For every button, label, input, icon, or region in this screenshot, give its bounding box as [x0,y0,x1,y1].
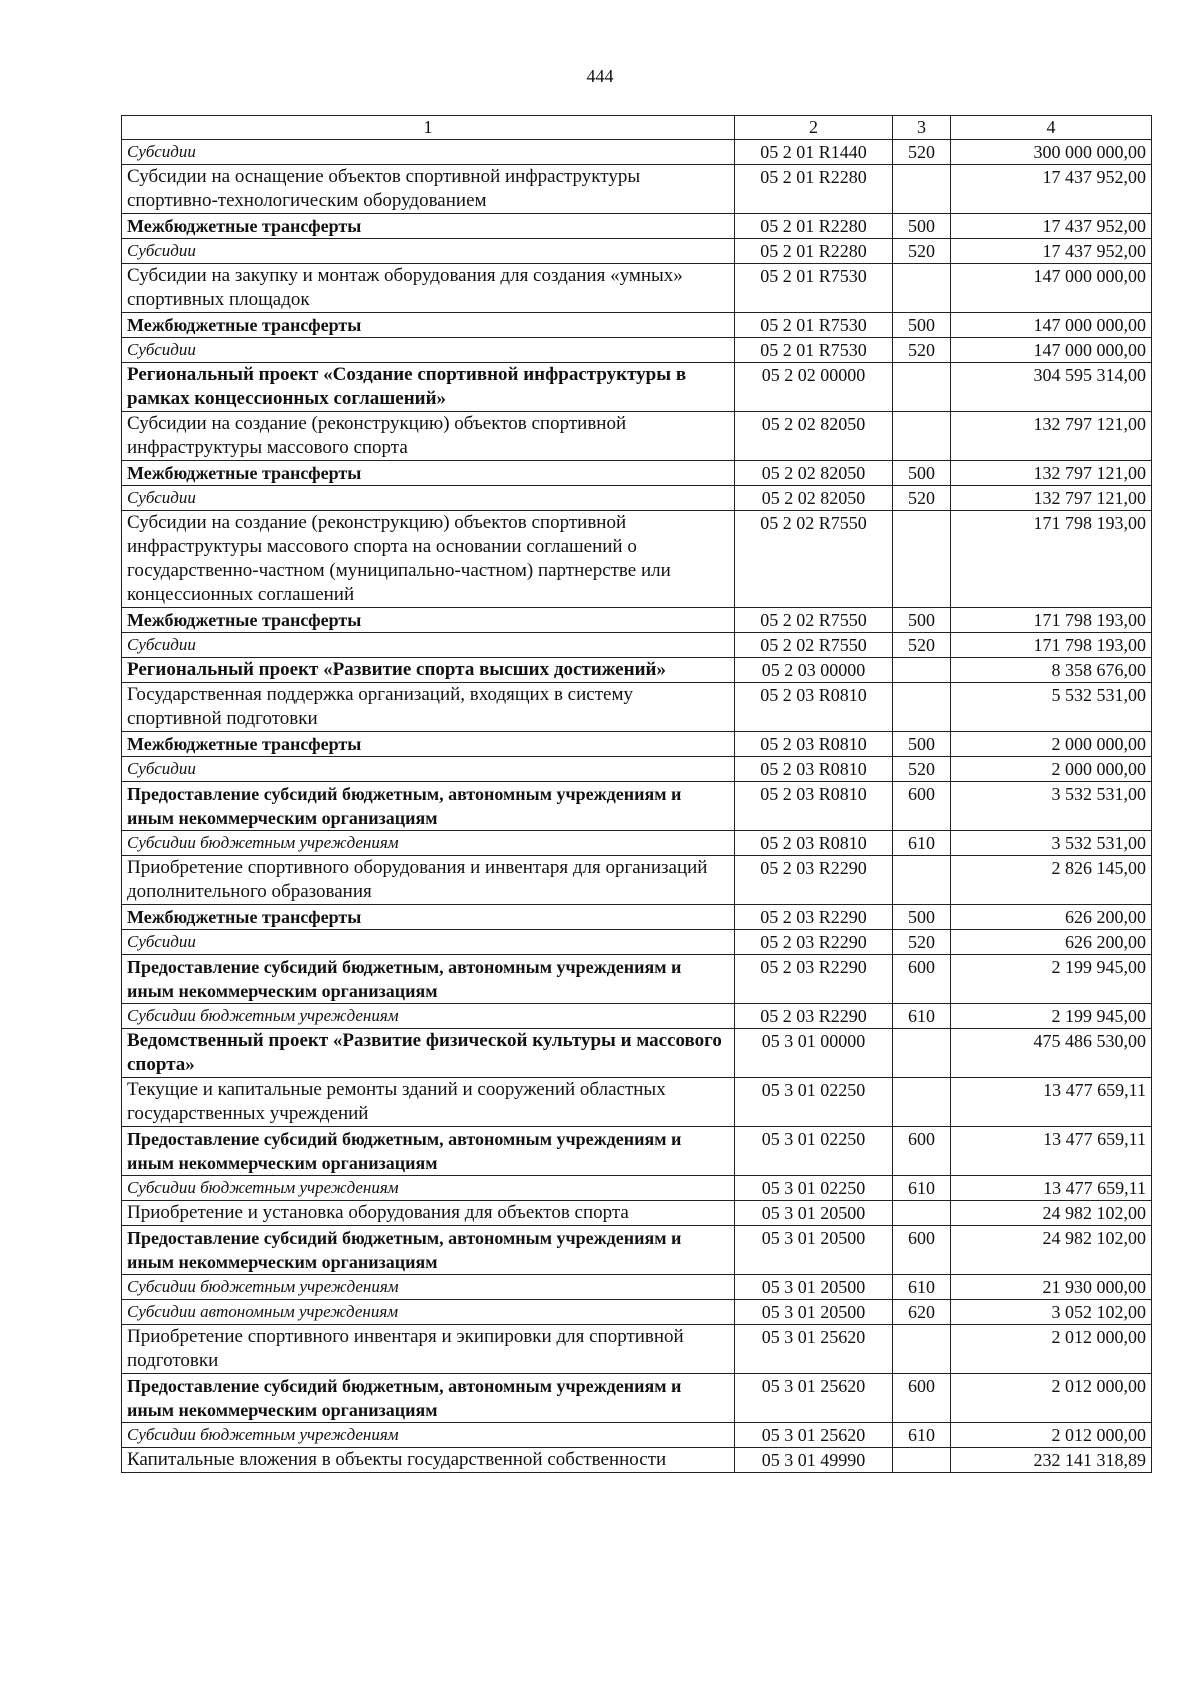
row-amount-cell: 132 797 121,00 [951,412,1152,461]
table-row [122,214,1152,239]
header-col-1: 1 [122,116,735,140]
table-row [122,511,1152,608]
row-expense-type-cell: 600 [893,1374,951,1423]
row-name-cell: Субсидии на создание (реконструкцию) объектов спортивной инфраструктуры массового спорта на основании соглашений о государственно-частном (муниципально-частном) партнерстве или концессионных соглашений [122,511,735,608]
row-amount-cell: 2 012 000,00 [951,1325,1152,1374]
row-code-cell: 05 3 01 02250 [735,1127,893,1176]
row-amount-cell: 147 000 000,00 [951,264,1152,313]
row-name-cell: Субсидии на оснащение объектов спортивной инфраструктуры спортивно-технологическим оборудованием [122,165,735,214]
row-expense-type-cell [893,856,951,905]
row-code-cell: 05 2 03 R2290 [735,955,893,1004]
row-name-cell: Предоставление субсидий бюджетным, автономным учреждениям и иным некоммерческим организациям [122,782,735,831]
row-name-cell: Приобретение и установка оборудования для объектов спорта [122,1201,735,1226]
header-col-2: 2 [735,116,893,140]
row-amount-cell: 5 532 531,00 [951,683,1152,732]
row-name-cell: Капитальные вложения в объекты государственной собственности [122,1448,735,1473]
row-code-cell: 05 2 02 00000 [735,363,893,412]
row-name-cell: Предоставление субсидий бюджетным, автономным учреждениям и иным некоммерческим организациям [122,1226,735,1275]
row-expense-type-cell [893,1448,951,1473]
row-amount-cell: 475 486 530,00 [951,1029,1152,1078]
row-expense-type-cell: 500 [893,608,951,633]
table-row [122,1374,1152,1423]
row-expense-type-cell: 520 [893,757,951,782]
row-expense-type-cell: 520 [893,486,951,511]
row-code-cell: 05 2 03 00000 [735,658,893,683]
row-amount-cell: 3 532 531,00 [951,831,1152,856]
row-name-cell: Субсидии автономным учреждениям [122,1300,735,1325]
row-name-cell: Текущие и капитальные ремонты зданий и сооружений областных государственных учреждений [122,1078,735,1127]
row-expense-type-cell: 520 [893,239,951,264]
row-expense-type-cell: 520 [893,633,951,658]
table-header-row [122,116,1152,140]
table-row [122,658,1152,683]
row-code-cell: 05 2 03 R2290 [735,905,893,930]
row-amount-cell: 626 200,00 [951,905,1152,930]
row-code-cell: 05 2 03 R0810 [735,757,893,782]
row-name-cell: Субсидии [122,633,735,658]
row-name-cell: Субсидии бюджетным учреждениям [122,1275,735,1300]
row-amount-cell: 13 477 659,11 [951,1176,1152,1201]
row-code-cell: 05 3 01 25620 [735,1325,893,1374]
row-name-cell: Субсидии [122,338,735,363]
row-expense-type-cell [893,1078,951,1127]
row-name-cell: Межбюджетные трансферты [122,732,735,757]
table-row [122,905,1152,930]
row-name-cell: Межбюджетные трансферты [122,608,735,633]
row-code-cell: 05 2 02 R7550 [735,608,893,633]
table-row [122,1127,1152,1176]
row-name-cell: Межбюджетные трансферты [122,214,735,239]
row-expense-type-cell: 620 [893,1300,951,1325]
table-row [122,856,1152,905]
row-amount-cell: 17 437 952,00 [951,165,1152,214]
table-row [122,1275,1152,1300]
row-code-cell: 05 3 01 25620 [735,1423,893,1448]
table-row [122,683,1152,732]
row-code-cell: 05 2 01 R7530 [735,264,893,313]
row-expense-type-cell: 520 [893,338,951,363]
row-amount-cell: 300 000 000,00 [951,140,1152,165]
row-expense-type-cell: 600 [893,782,951,831]
row-expense-type-cell [893,165,951,214]
row-expense-type-cell: 610 [893,831,951,856]
row-expense-type-cell [893,1029,951,1078]
row-name-cell: Ведомственный проект «Развитие физической культуры и массового спорта» [122,1029,735,1078]
table-row [122,1300,1152,1325]
row-code-cell: 05 2 03 R2290 [735,856,893,905]
table-row [122,732,1152,757]
table-row [122,1029,1152,1078]
row-amount-cell: 13 477 659,11 [951,1127,1152,1176]
row-amount-cell: 132 797 121,00 [951,486,1152,511]
table-row [122,1004,1152,1029]
row-code-cell: 05 2 03 R0810 [735,831,893,856]
row-name-cell: Региональный проект «Развитие спорта высших достижений» [122,658,735,683]
row-code-cell: 05 2 03 R2290 [735,930,893,955]
row-name-cell: Субсидии [122,239,735,264]
table-row [122,930,1152,955]
table-row [122,140,1152,165]
row-amount-cell: 232 141 318,89 [951,1448,1152,1473]
row-amount-cell: 3 532 531,00 [951,782,1152,831]
row-expense-type-cell: 520 [893,930,951,955]
row-name-cell: Межбюджетные трансферты [122,313,735,338]
row-code-cell: 05 2 01 R2280 [735,165,893,214]
table-row [122,338,1152,363]
row-expense-type-cell: 600 [893,1127,951,1176]
row-expense-type-cell: 500 [893,461,951,486]
row-amount-cell: 626 200,00 [951,930,1152,955]
row-expense-type-cell: 610 [893,1275,951,1300]
row-expense-type-cell: 500 [893,313,951,338]
row-code-cell: 05 2 02 R7550 [735,633,893,658]
table-row [122,1226,1152,1275]
row-amount-cell: 2 012 000,00 [951,1423,1152,1448]
row-amount-cell: 3 052 102,00 [951,1300,1152,1325]
row-code-cell: 05 2 03 R0810 [735,782,893,831]
table-row [122,608,1152,633]
row-code-cell: 05 2 02 R7550 [735,511,893,608]
row-name-cell: Приобретение спортивного оборудования и инвентаря для организаций дополнительного образования [122,856,735,905]
row-name-cell: Приобретение спортивного инвентаря и экипировки для спортивной подготовки [122,1325,735,1374]
table-row [122,486,1152,511]
table-row [122,633,1152,658]
row-expense-type-cell [893,363,951,412]
row-code-cell: 05 3 01 02250 [735,1078,893,1127]
row-amount-cell: 171 798 193,00 [951,608,1152,633]
row-expense-type-cell: 610 [893,1176,951,1201]
table-row [122,1078,1152,1127]
row-code-cell: 05 3 01 00000 [735,1029,893,1078]
table-row [122,757,1152,782]
row-amount-cell: 147 000 000,00 [951,313,1152,338]
row-name-cell: Региональный проект «Создание спортивной инфраструктуры в рамках концессионных соглашений» [122,363,735,412]
row-expense-type-cell: 500 [893,214,951,239]
row-amount-cell: 24 982 102,00 [951,1226,1152,1275]
header-col-3: 3 [893,116,951,140]
row-expense-type-cell [893,1201,951,1226]
row-amount-cell: 2 199 945,00 [951,955,1152,1004]
row-code-cell: 05 2 02 82050 [735,486,893,511]
row-expense-type-cell: 500 [893,905,951,930]
row-amount-cell: 132 797 121,00 [951,461,1152,486]
table-row [122,239,1152,264]
row-amount-cell: 171 798 193,00 [951,633,1152,658]
table-row [122,1176,1152,1201]
row-code-cell: 05 2 03 R0810 [735,732,893,757]
row-name-cell: Межбюджетные трансферты [122,905,735,930]
table-row [122,831,1152,856]
row-name-cell: Субсидии [122,930,735,955]
row-amount-cell: 2 000 000,00 [951,757,1152,782]
row-amount-cell: 8 358 676,00 [951,658,1152,683]
row-name-cell: Субсидии на закупку и монтаж оборудования для создания «умных» спортивных площадок [122,264,735,313]
row-code-cell: 05 3 01 20500 [735,1201,893,1226]
row-amount-cell: 13 477 659,11 [951,1078,1152,1127]
row-expense-type-cell: 600 [893,955,951,1004]
table-row [122,461,1152,486]
row-code-cell: 05 2 03 R0810 [735,683,893,732]
row-amount-cell: 21 930 000,00 [951,1275,1152,1300]
row-name-cell: Предоставление субсидий бюджетным, автономным учреждениям и иным некоммерческим организациям [122,1374,735,1423]
table-row [122,1448,1152,1473]
row-code-cell: 05 3 01 20500 [735,1226,893,1275]
row-code-cell: 05 2 01 R2280 [735,239,893,264]
row-name-cell: Субсидии [122,140,735,165]
row-name-cell: Субсидии [122,757,735,782]
row-name-cell: Субсидии бюджетным учреждениям [122,831,735,856]
table-row [122,264,1152,313]
row-code-cell: 05 2 02 82050 [735,412,893,461]
row-name-cell: Субсидии бюджетным учреждениям [122,1004,735,1029]
row-code-cell: 05 2 01 R7530 [735,338,893,363]
row-amount-cell: 17 437 952,00 [951,239,1152,264]
row-expense-type-cell [893,658,951,683]
table-row [122,165,1152,214]
row-code-cell: 05 3 01 20500 [735,1275,893,1300]
table-row [122,313,1152,338]
budget-table [121,115,1152,1473]
header-col-4: 4 [951,116,1152,140]
row-code-cell: 05 2 01 R1440 [735,140,893,165]
row-name-cell: Межбюджетные трансферты [122,461,735,486]
row-code-cell: 05 2 03 R2290 [735,1004,893,1029]
table-row [122,363,1152,412]
table-row [122,782,1152,831]
row-amount-cell: 24 982 102,00 [951,1201,1152,1226]
row-name-cell: Субсидии на создание (реконструкцию) объектов спортивной инфраструктуры массового спорта [122,412,735,461]
row-expense-type-cell: 500 [893,732,951,757]
row-expense-type-cell [893,683,951,732]
row-code-cell: 05 2 01 R7530 [735,313,893,338]
row-expense-type-cell [893,264,951,313]
row-amount-cell: 2 012 000,00 [951,1374,1152,1423]
page-number: 444 [586,66,614,86]
row-code-cell: 05 3 01 25620 [735,1374,893,1423]
row-amount-cell: 171 798 193,00 [951,511,1152,608]
table-body [122,140,1152,1473]
row-name-cell: Субсидии бюджетным учреждениям [122,1423,735,1448]
row-expense-type-cell [893,1325,951,1374]
row-name-cell: Субсидии бюджетным учреждениям [122,1176,735,1201]
row-amount-cell: 147 000 000,00 [951,338,1152,363]
row-name-cell: Государственная поддержка организаций, входящих в систему спортивной подготовки [122,683,735,732]
row-code-cell: 05 2 02 82050 [735,461,893,486]
table-row [122,1423,1152,1448]
row-expense-type-cell: 610 [893,1004,951,1029]
row-amount-cell: 2 199 945,00 [951,1004,1152,1029]
row-code-cell: 05 3 01 49990 [735,1448,893,1473]
row-code-cell: 05 2 01 R2280 [735,214,893,239]
row-amount-cell: 2 826 145,00 [951,856,1152,905]
row-expense-type-cell [893,412,951,461]
row-code-cell: 05 3 01 20500 [735,1300,893,1325]
row-amount-cell: 17 437 952,00 [951,214,1152,239]
row-amount-cell: 304 595 314,00 [951,363,1152,412]
row-expense-type-cell [893,511,951,608]
row-amount-cell: 2 000 000,00 [951,732,1152,757]
table-row [122,1201,1152,1226]
row-expense-type-cell: 520 [893,140,951,165]
table-row [122,1325,1152,1374]
row-name-cell: Субсидии [122,486,735,511]
row-name-cell: Предоставление субсидий бюджетным, автономным учреждениям и иным некоммерческим организациям [122,1127,735,1176]
table-row [122,955,1152,1004]
table-row [122,412,1152,461]
row-code-cell: 05 3 01 02250 [735,1176,893,1201]
row-name-cell: Предоставление субсидий бюджетным, автономным учреждениям и иным некоммерческим организациям [122,955,735,1004]
row-expense-type-cell: 600 [893,1226,951,1275]
row-expense-type-cell: 610 [893,1423,951,1448]
